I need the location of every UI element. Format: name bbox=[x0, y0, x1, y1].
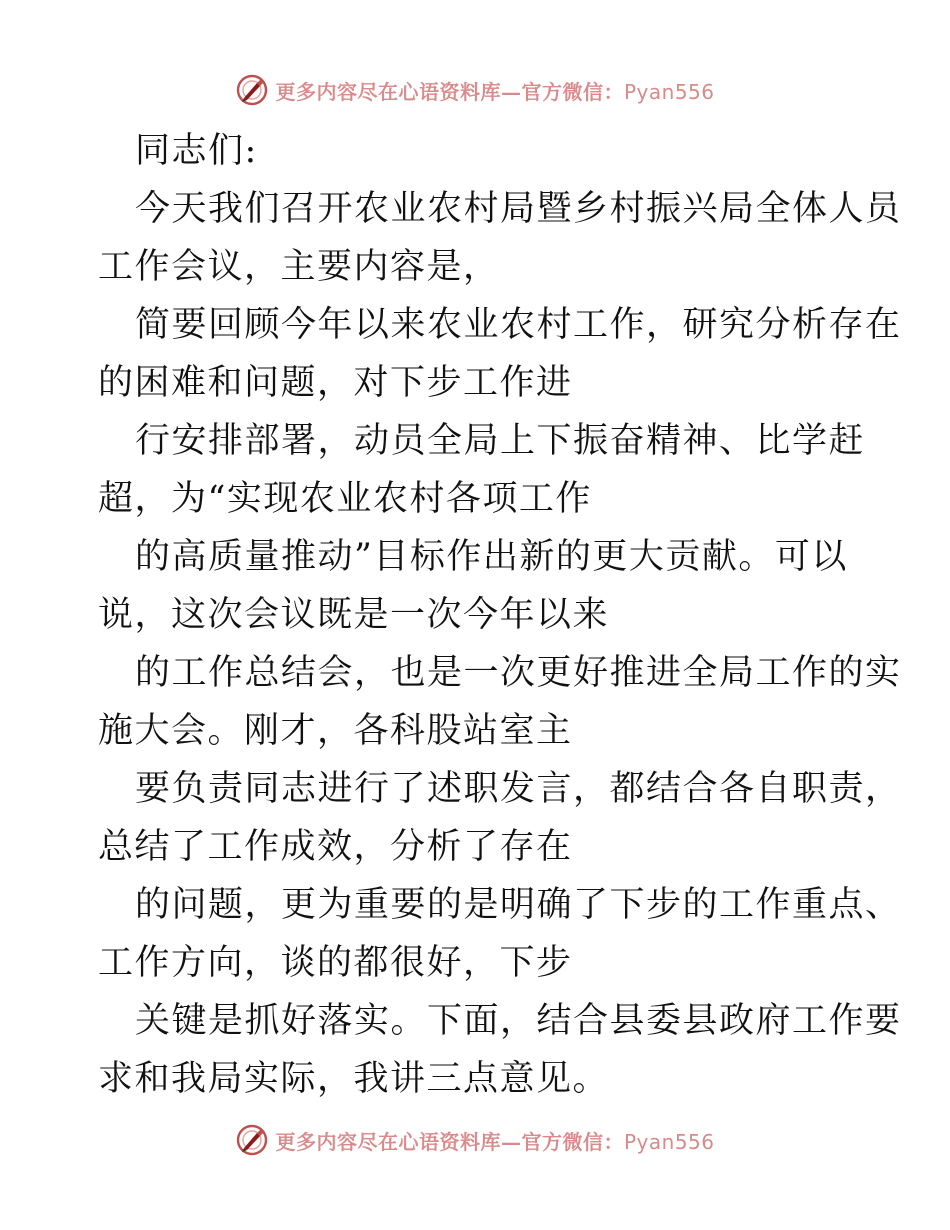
pen-logo-icon bbox=[235, 1123, 269, 1157]
document-line: 要负责同志进行了述职发言，都结合各自职责， bbox=[135, 769, 902, 809]
document-line: 的工作总结会，也是一次更好推进全局工作的实 bbox=[135, 653, 902, 693]
document-line: 工作方向，谈的都很好，下步 bbox=[98, 943, 573, 983]
document-line: 行安排部署，动员全局上下振奋精神、比学赶 bbox=[135, 421, 866, 461]
document-line: 简要回顾今年以来农业农村工作，研究分析存在 bbox=[135, 305, 902, 345]
document-line: 的问题，更为重要的是明确了下步的工作重点、 bbox=[135, 885, 902, 925]
document-line: 超，为“实现农业农村各项工作 bbox=[98, 479, 592, 519]
document-line: 工作会议，主要内容是， bbox=[98, 247, 500, 287]
document-line: 说，这次会议既是一次今年以来 bbox=[98, 595, 610, 635]
document-line: 的困难和问题，对下步工作进 bbox=[98, 363, 573, 403]
document-line: 今天我们召开农业农村局暨乡村振兴局全体人员 bbox=[135, 189, 902, 229]
document-line: 施大会。刚才，各科股站室主 bbox=[98, 711, 573, 751]
document-line: 同志们: bbox=[135, 131, 258, 171]
document-line: 总结了工作成效，分析了存在 bbox=[98, 827, 573, 867]
footer-watermark bbox=[0, 1120, 950, 1160]
document-line: 的高质量推动”目标作出新的更大贡献。可以 bbox=[135, 537, 848, 577]
pen-logo-icon bbox=[235, 73, 269, 107]
header-watermark bbox=[0, 70, 950, 110]
document-line: 求和我局实际，我讲三点意见。 bbox=[98, 1059, 610, 1099]
document-body bbox=[98, 122, 902, 1108]
document-line: 关键是抓好落实。下面，结合县委县政府工作要 bbox=[135, 1001, 902, 1041]
watermark-text: 更多内容尽在心语资料库—官方微信：Pyan556 bbox=[275, 1129, 715, 1154]
watermark-text: 更多内容尽在心语资料库—官方微信：Pyan556 bbox=[275, 79, 715, 104]
